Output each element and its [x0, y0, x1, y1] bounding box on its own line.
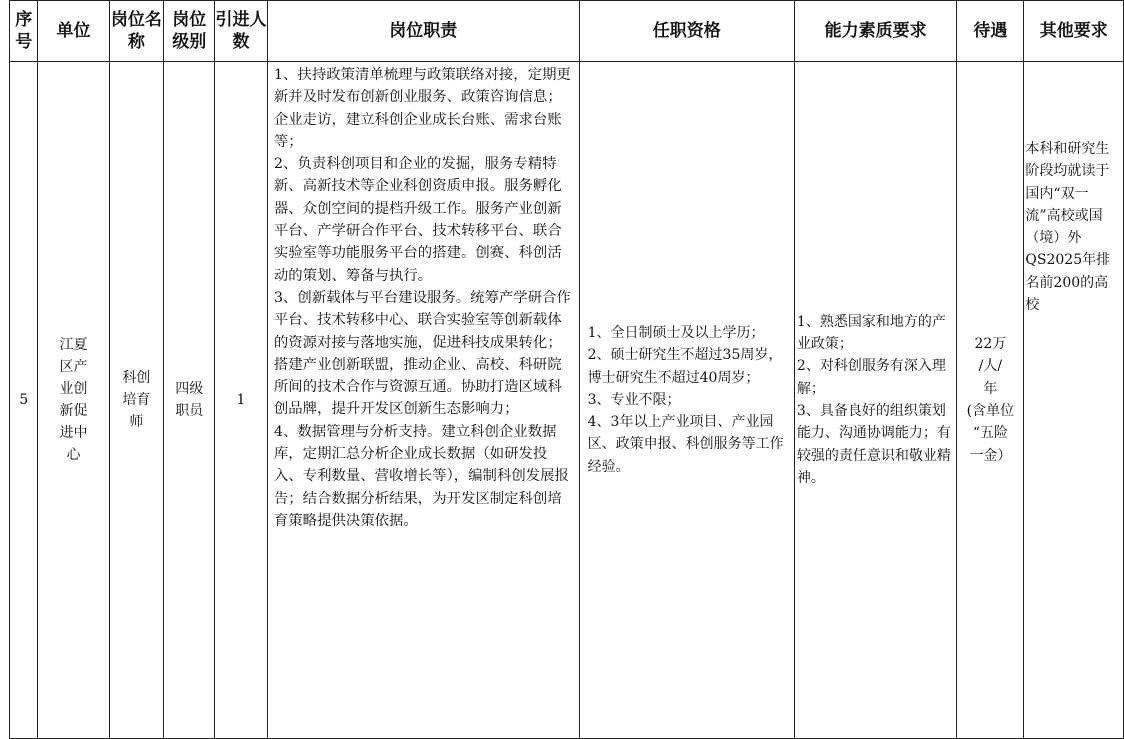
cell-other: 本科和研究生阶段均就读于国内“双一流”高校或国（境）外QS2025年排名前200的高校	[1024, 62, 1124, 739]
cell-post-level: 四级 职员	[164, 62, 215, 739]
cell-headcount: 1	[215, 62, 268, 739]
header-abilities: 能力素质要求	[794, 1, 956, 62]
header-qualifications: 任职资格	[579, 1, 794, 62]
cell-post-name: 科创 培育 师	[109, 62, 164, 739]
header-headcount: 引进人数	[215, 1, 268, 62]
header-post-name: 岗位名称	[109, 1, 164, 62]
cell-duties: 1、扶持政策清单梳理与政策联络对接，定期更新并及时发布创新创业服务、政策咨询信息；企业走访，建立科创企业成长台账、需求台账等； 2、负责科创项目和企业的发掘，服务专精特新、高新技术等企业科创资质申报。服务孵化器、众创空间的提档升级工作。服务产业创新平台、产学研合作平台、技术转移平台、联合实验室等功能服务平台的搭建。创赛、科创活动的策划、筹备与执行。 3、创新载体与平台建设服务。统筹产学研合作平台、技术转移中心、联合实验室等创新载体的资源对接与落地实施，促进科技成果转化；搭建产业创新联盟，推动企业、高校、科研院所间的技术合作与资源互通。协助打造区域科创品牌，提升开发区创新生态影响力； 4、数据管理与分析支持。建立科创企业数据库，定期汇总分析企业成长数据（如研发投入、专利数量、营收增长等），编制科创发展报告；结合数据分析结果，为开发区制定科创培育策略提供决策依据。	[267, 62, 579, 739]
cell-abilities: 1、熟悉国家和地方的产业政策； 2、对科创服务有深入理解； 3、具备良好的组织策划能力、沟通协调能力；有较强的责任意识和敬业精神。	[794, 62, 956, 739]
header-seq: 序号	[10, 1, 38, 62]
cell-unit: 江夏 区产 业创 新促 进中 心	[38, 62, 109, 739]
header-post-level: 岗位级别	[164, 1, 215, 62]
header-duties: 岗位职责	[267, 1, 579, 62]
table-row	[10, 62, 1124, 739]
cell-pay: 22万 /人/ 年 (含单位 “五险 一金）	[957, 62, 1024, 739]
header-pay: 待遇	[957, 1, 1024, 62]
header-row	[10, 1, 1124, 62]
cell-qualifications: 1、全日制硕士及以上学历； 2、硕士研究生不超过35周岁，博士研究生不超过40周岁； 3、专业不限； 4、3年以上产业项目、产业园区、政策申报、科创服务等工作经验。	[579, 62, 794, 739]
header-other: 其他要求	[1024, 1, 1124, 62]
header-unit: 单位	[38, 1, 109, 62]
cell-seq: 5	[10, 62, 38, 739]
job-posting-table	[9, 0, 1124, 739]
